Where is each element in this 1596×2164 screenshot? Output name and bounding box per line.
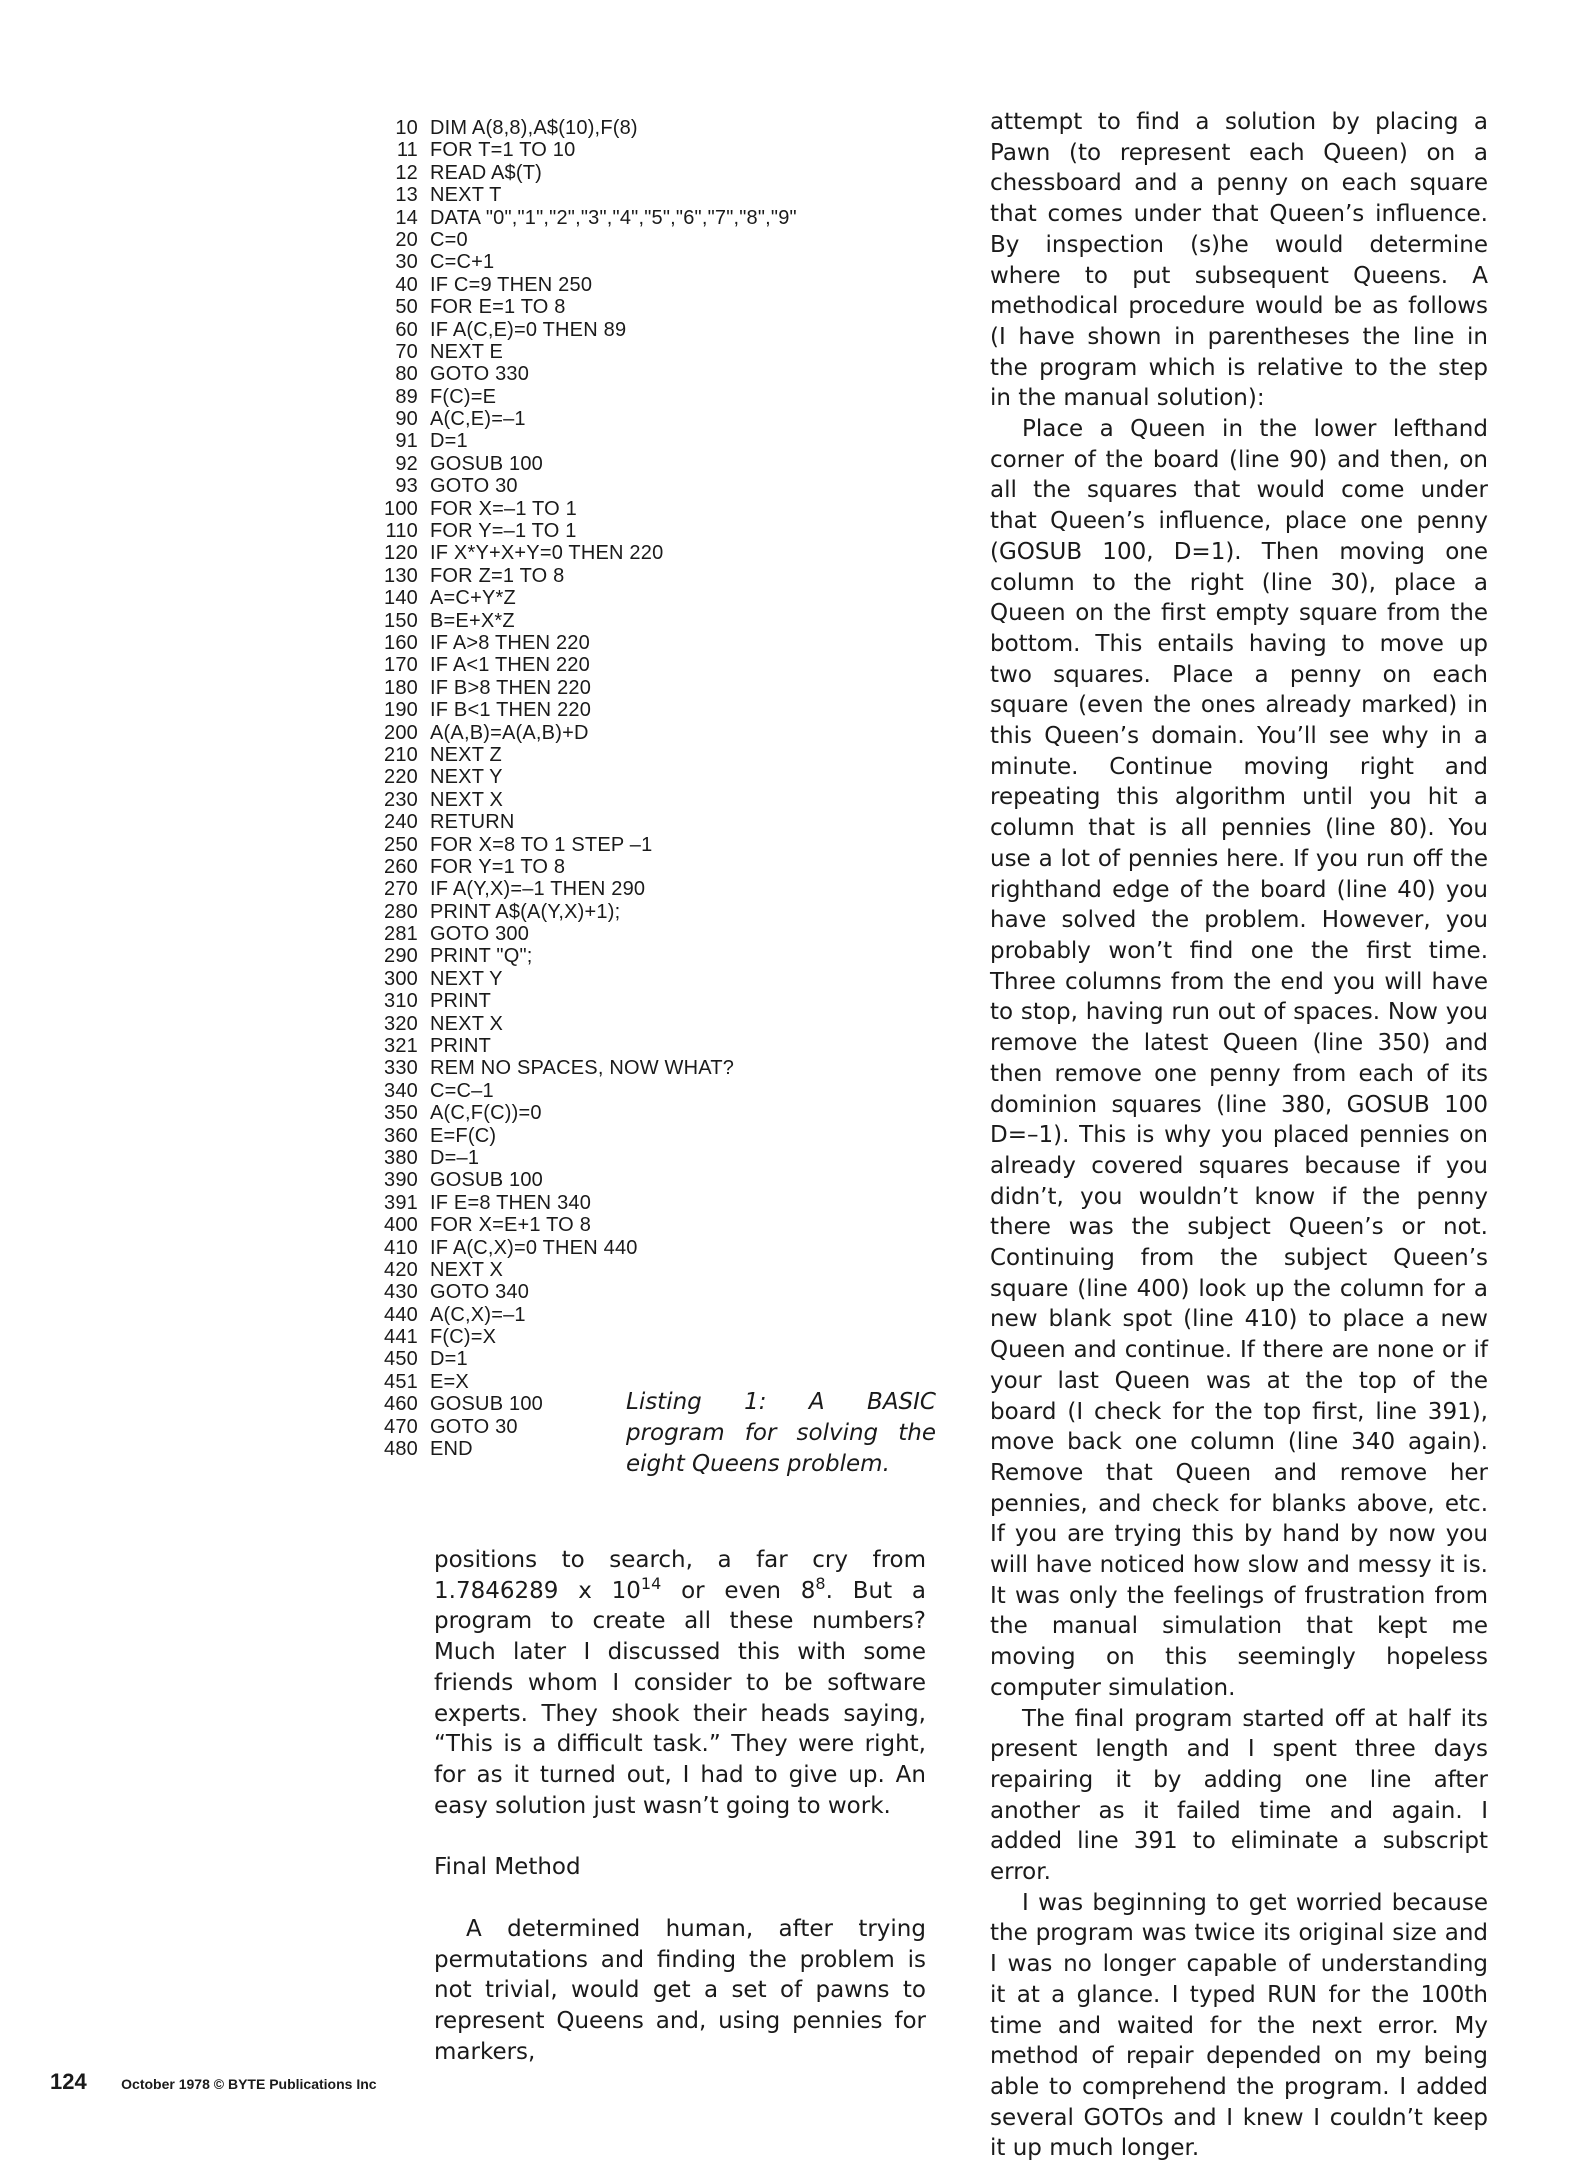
line-number: 290 (384, 945, 418, 968)
code-text: IF A(Y,X)=–1 THEN 290 (430, 878, 646, 901)
code-line (374, 117, 974, 139)
line-number: 270 (384, 878, 418, 901)
page-footer (50, 2069, 377, 2095)
code-line (374, 341, 974, 363)
code-line (374, 1169, 974, 1191)
right-text-column (990, 107, 1488, 2164)
code-line (374, 1147, 974, 1169)
code-line (374, 1125, 974, 1147)
code-line (374, 1057, 974, 1079)
code-text: PRINT "Q"; (430, 945, 533, 968)
code-line (374, 319, 974, 341)
code-text: DIM A(8,8),A$(10),F(8) (430, 117, 638, 139)
code-line (374, 386, 974, 408)
code-text: FOR E=1 TO 8 (430, 296, 566, 319)
code-line (374, 654, 974, 676)
line-number: 92 (395, 452, 418, 475)
line-number: 450 (384, 1348, 418, 1371)
line-number: 320 (384, 1012, 418, 1035)
code-line (374, 789, 974, 811)
code-line (374, 610, 974, 632)
paragraph-text: or even 8 (661, 1577, 816, 1604)
paragraph: A determined human, after trying permutations and finding the problem is not trivial, would get a set of pawns to represent Queens and, using pennies for markers, (434, 1916, 926, 2065)
code-text: GOTO 330 (430, 363, 530, 386)
code-text: GOSUB 100 (430, 452, 543, 475)
paragraph-text: . But a program to create all these numbers? Much later I discussed this with some friends whom I consider to be software experts. They shook their heads saying, “This is a difficult task.” They were right, for as it turned out, I had to give up. An easy solution just wasn’t going to work. (434, 1577, 926, 1819)
line-number: 11 (396, 139, 418, 162)
code-line (374, 968, 974, 990)
line-number: 250 (384, 833, 418, 856)
code-line (374, 498, 974, 520)
line-number: 410 (384, 1236, 418, 1259)
listing-caption: Listing 1: A BASIC program for solving the eight Queens problem. (626, 1389, 936, 1477)
code-text: FOR X=8 TO 1 STEP –1 (430, 833, 653, 856)
code-line (374, 699, 974, 721)
code-text: IF A<1 THEN 220 (430, 654, 590, 677)
line-number: 170 (384, 654, 418, 677)
code-text: GOTO 340 (430, 1281, 530, 1304)
line-number: 20 (395, 228, 418, 251)
code-text: C=0 (430, 228, 468, 251)
code-line (374, 587, 974, 609)
code-text: NEXT X (430, 1012, 504, 1035)
line-number: 12 (395, 161, 418, 184)
code-line (374, 856, 974, 878)
line-number: 451 (384, 1370, 418, 1393)
line-number: 14 (395, 206, 418, 229)
line-number: 13 (395, 184, 418, 207)
footer-credit: October 1978 © BYTE Publications Inc (121, 2076, 377, 2092)
line-number: 93 (395, 475, 418, 498)
line-number: 440 (384, 1303, 418, 1326)
line-number: 160 (384, 631, 418, 654)
code-text: FOR Z=1 TO 8 (430, 564, 565, 587)
code-line (374, 722, 974, 744)
line-number: 390 (384, 1169, 418, 1192)
line-number: 50 (395, 296, 418, 319)
code-text: DATA "0","1","2","3","4","5","6","7","8","9" (430, 206, 797, 229)
code-text: PRINT A$(A(Y,X)+1); (430, 900, 621, 923)
code-text: IF X*Y+X+Y=0 THEN 220 (430, 542, 664, 565)
code-text: REM NO SPACES, NOW WHAT? (430, 1057, 735, 1080)
code-text: NEXT Y (430, 967, 503, 990)
code-line (374, 990, 974, 1012)
line-number: 230 (384, 788, 418, 811)
code-text: NEXT X (430, 1258, 504, 1281)
code-text: FOR Y=1 TO 8 (430, 855, 566, 878)
code-text: FOR X=–1 TO 1 (430, 497, 577, 520)
line-number: 60 (395, 318, 418, 341)
code-text: IF C=9 THEN 250 (430, 273, 593, 296)
code-text: D=1 (430, 1348, 468, 1371)
code-line (374, 923, 974, 945)
code-text: PRINT (430, 1035, 491, 1058)
code-text: FOR T=1 TO 10 (430, 139, 576, 162)
line-number: 321 (384, 1035, 418, 1058)
code-text: A(C,F(C))=0 (430, 1102, 542, 1125)
line-number: 220 (384, 766, 418, 789)
code-line (374, 229, 974, 251)
code-line (374, 901, 974, 923)
code-line (374, 1326, 974, 1348)
line-number: 110 (385, 520, 418, 543)
superscript: 14 (640, 1573, 662, 1593)
code-text: A(A,B)=A(A,B)+D (430, 721, 589, 744)
code-line (374, 834, 974, 856)
code-line (374, 1348, 974, 1370)
code-text: C=C+1 (430, 251, 495, 274)
code-text: FOR X=E+1 TO 8 (430, 1214, 592, 1237)
program-listing (374, 117, 974, 1460)
line-number: 391 (384, 1191, 418, 1214)
line-number: 91 (395, 430, 418, 453)
code-text: GOTO 30 (430, 475, 518, 498)
code-text: NEXT Z (430, 743, 502, 766)
code-line (374, 542, 974, 564)
line-number: 281 (384, 923, 418, 946)
code-line (374, 1102, 974, 1124)
line-number: 190 (384, 699, 418, 722)
line-number: 430 (384, 1281, 418, 1304)
line-number: 400 (384, 1214, 418, 1237)
code-text: GOTO 300 (430, 923, 530, 946)
code-text: FOR Y=–1 TO 1 (430, 520, 577, 543)
code-text: A=C+Y*Z (430, 587, 516, 610)
paragraph-text: positions to search, a far cry from 1.7846289 x 10 (434, 1547, 926, 1604)
code-text: GOSUB 100 (430, 1393, 543, 1416)
code-text: F(C)=X (430, 1326, 497, 1349)
line-number: 89 (395, 385, 418, 408)
code-line (374, 744, 974, 766)
code-text: PRINT (430, 990, 491, 1013)
line-number: 70 (395, 340, 418, 363)
line-number: 470 (384, 1415, 418, 1438)
code-text: IF A(C,X)=0 THEN 440 (430, 1236, 638, 1259)
code-text: B=E+X*Z (430, 609, 515, 632)
code-text: IF B>8 THEN 220 (430, 676, 592, 699)
code-line (374, 1259, 974, 1281)
line-number: 300 (384, 967, 418, 990)
code-text: A(C,E)=–1 (430, 408, 526, 431)
paragraph: The final program started off at half its present length and I spent three days repairing it by adding one line after another as it failed time and again. I added line 391 to eliminate a subscript error. (990, 1705, 1488, 1886)
line-number: 150 (384, 609, 418, 632)
paragraph: I was beginning to get worried because the program was twice its original size and I was no longer capable of understanding it at a glance. I typed RUN for the 100th time and waited for the next error. My method of repair depended on my being able to comprehend the program. I added several GOTOs and I knew I couldn’t keep it up much longer. (990, 1889, 1488, 2162)
line-number: 480 (384, 1438, 418, 1461)
line-number: 340 (384, 1079, 418, 1102)
code-line (374, 274, 974, 296)
code-line (374, 207, 974, 229)
code-text: A(C,X)=–1 (430, 1303, 526, 1326)
paragraph (434, 1545, 926, 1821)
superscript: 8 (815, 1573, 826, 1593)
code-line (374, 1281, 974, 1303)
code-text: NEXT E (430, 340, 504, 363)
page-number: 124 (50, 2069, 87, 2094)
line-number: 30 (395, 251, 418, 274)
code-text: NEXT T (430, 184, 502, 207)
code-line (374, 1013, 974, 1035)
code-text: READ A$(T) (430, 161, 543, 184)
line-number: 350 (384, 1102, 418, 1125)
code-line (374, 408, 974, 430)
code-text: GOSUB 100 (430, 1169, 543, 1192)
paragraph: Place a Queen in the lower lefthand corner of the board (line 90) and then, on all the squares that would come under that Queen’s influence, place one penny (GOSUB 100, D=1). Then moving one column to the right (line 30), place a Queen on the first empty square from the bottom. This entails having to move up two squares. Place a penny on each square (even the ones already marked) in this Queen’s domain. You’ll see why in a minute. Continue moving right and repeating this algorithm until you hit a column that is all pennies (line 80). You use a lot of pennies here. If you run off the righthand edge of the board (line 40) you have solved the problem. However, you probably won’t find one the first time. Three columns from the end you will have to stop, having run out of spaces. Now you remove the latest Queen (line 350) and then remove one penny from each of its dominion squares (line 380, GOSUB 100 D=–1). This is why you placed pennies on already covered squares because if you didn’t, you wouldn’t know if the penny there was the subject Queen’s or not. Continuing from the subject Queen’s square (line 400) look up the column for a new blank spot (line 410) to place a new Queen and continue. If there are none or if your last Queen was at the top of the board (I check for the top first, line 391), move back one column (line 340 again). Remove that Queen and remove her pennies, and check for blanks above, etc. If you are trying this by hand by now you will have noticed how slow and messy it is. It was only the feelings of frustration from the manual simulation that kept me moving on this seemingly hopeless computer simulation. (990, 416, 1488, 1701)
code-line (374, 363, 974, 385)
line-number: 280 (384, 900, 418, 923)
line-number: 210 (384, 743, 418, 766)
code-line (374, 677, 974, 699)
left-text-column (434, 1545, 926, 2068)
code-line (374, 1080, 974, 1102)
code-line (374, 139, 974, 161)
code-text: D=–1 (430, 1146, 480, 1169)
code-text: IF A>8 THEN 220 (430, 631, 590, 654)
code-line (374, 1035, 974, 1057)
code-text: C=C–1 (430, 1079, 494, 1102)
line-number: 10 (395, 117, 418, 139)
line-number: 120 (384, 542, 418, 565)
code-line (374, 945, 974, 967)
code-line (374, 520, 974, 542)
line-number: 310 (384, 990, 418, 1013)
code-text: NEXT X (430, 788, 504, 811)
line-number: 260 (384, 855, 418, 878)
code-line (374, 430, 974, 452)
line-number: 460 (384, 1393, 418, 1416)
code-line (374, 878, 974, 900)
code-line (374, 1304, 974, 1326)
code-line (374, 184, 974, 206)
line-number: 330 (384, 1057, 418, 1080)
paragraph: attempt to find a solution by placing a Pawn (to represent each Queen) on a chessboard and a penny on each square that comes under that Queen’s influence. By inspection (s)he would determine where to put subsequent Queens. A methodical procedure would be as follows (I have shown in parentheses the line in the program which is relative to the step in the manual solution): (990, 109, 1488, 412)
code-text: F(C)=E (430, 385, 497, 408)
line-number: 100 (384, 497, 418, 520)
code-line (374, 475, 974, 497)
line-number: 140 (384, 587, 418, 610)
line-number: 90 (395, 408, 418, 431)
line-number: 180 (384, 676, 418, 699)
code-text: IF E=8 THEN 340 (430, 1191, 592, 1214)
line-number: 240 (384, 811, 418, 834)
code-text: D=1 (430, 430, 468, 453)
code-text: E=F(C) (430, 1124, 497, 1147)
code-text: IF A(C,E)=0 THEN 89 (430, 318, 627, 341)
code-text: END (430, 1438, 473, 1461)
code-line (374, 565, 974, 587)
code-line (374, 811, 974, 833)
line-number: 40 (395, 273, 418, 296)
line-number: 130 (384, 564, 418, 587)
code-line (374, 162, 974, 184)
code-line (374, 1192, 974, 1214)
line-number: 380 (384, 1146, 418, 1169)
line-number: 441 (384, 1326, 418, 1349)
line-number: 420 (384, 1258, 418, 1281)
code-line (374, 632, 974, 654)
code-line (374, 453, 974, 475)
line-number: 80 (395, 363, 418, 386)
code-line (374, 1214, 974, 1236)
code-text: IF B<1 THEN 220 (430, 699, 592, 722)
line-number: 360 (384, 1124, 418, 1147)
code-line (374, 296, 974, 318)
code-text: NEXT Y (430, 766, 503, 789)
code-line (374, 766, 974, 788)
section-heading: Final Method (434, 1854, 581, 1881)
code-text: GOTO 30 (430, 1415, 518, 1438)
code-text: RETURN (430, 811, 515, 834)
code-line (374, 1237, 974, 1259)
line-number: 200 (384, 721, 418, 744)
code-line (374, 251, 974, 273)
code-text: E=X (430, 1370, 469, 1393)
